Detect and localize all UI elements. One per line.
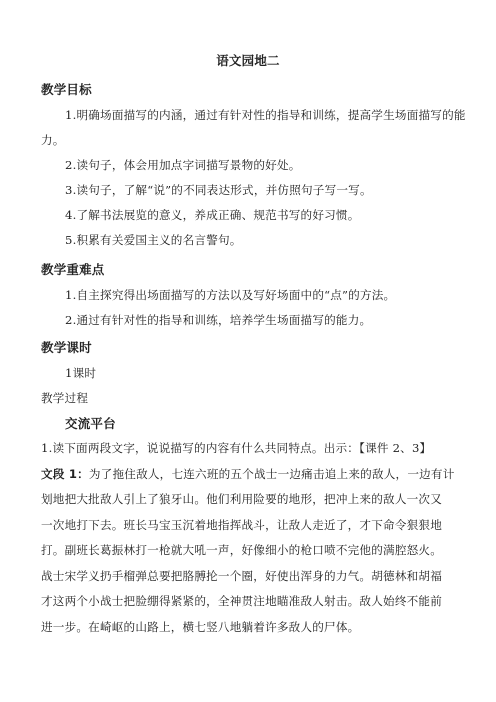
exercise-line: 1.读下面两段文字，说说描写的内容有什么共同特点。出示：【课件 2、3】 (41, 441, 432, 455)
difficulty-item-2: 2.通过有针对性的指导和训练，培养学生场面描写的能力。 (65, 313, 372, 327)
document-title: 语文园地二 (216, 53, 280, 68)
passage-first-line (41, 469, 456, 481)
goal-item-3: 3.读句子，了解“说”的不同表达形式，并仿照句子写一写。 (65, 183, 372, 197)
passage-line: 进一步。在崎岖的山路上，横七竖八地躺着许多敌人的尸体。 (41, 620, 360, 634)
passage-line: 划地把大批敌人引上了狼牙山。他们利用险要的地形，把冲上来的敌人一次又 (41, 492, 442, 506)
goals-heading: 教学目标 (41, 82, 92, 97)
passage-line: 战士宋学义扔手榴弹总要把胳膊抡一个圈，好使出浑身的力气。胡德林和胡福 (41, 569, 442, 583)
platform-heading: 交流平台 (65, 416, 116, 431)
hours-value: 1课时 (65, 366, 97, 380)
passage-line: 一次地打下去。班长马宝玉沉着地指挥战斗，让敌人走近了，才下命令狠狠地 (41, 518, 442, 532)
passage-line: 才这两个小战士把脸绷得紧紧的，全神贯注地瞄准敌人射击。敌人始终不能前 (41, 594, 442, 608)
goal-item-5: 5.积累有关爱国主义的名言警句。 (65, 233, 242, 247)
difficulty-item-1: 1.自主探究得出场面描写的方法以及写好场面中的“点”的方法。 (65, 288, 396, 302)
process-label: 教学过程 (41, 391, 89, 405)
passage-line: 打。副班长葛振林打一枪就大吼一声，好像细小的枪口喷不完他的满腔怒火。 (41, 543, 442, 557)
passage-line: 为了拖住敌人，七连六班的五个战士一边痛击追上来的敌人，一边有计 (88, 467, 455, 481)
passage-label: 文段 1： (41, 467, 89, 481)
difficulties-heading: 教学重难点 (41, 262, 105, 277)
goal-item-2: 2.读句子，体会用加点字词描写景物的好处。 (65, 158, 301, 172)
hours-heading: 教学课时 (41, 340, 92, 355)
goal-item-4: 4.了解书法展览的意义，养成正确、规范书写的好习惯。 (65, 208, 360, 222)
goal-item-1-continued: 力。 (41, 133, 65, 147)
goal-item-1: 1.明确场面描写的内涵，通过有针对性的指导和训练，提高学生场面描写的能 (65, 108, 466, 122)
